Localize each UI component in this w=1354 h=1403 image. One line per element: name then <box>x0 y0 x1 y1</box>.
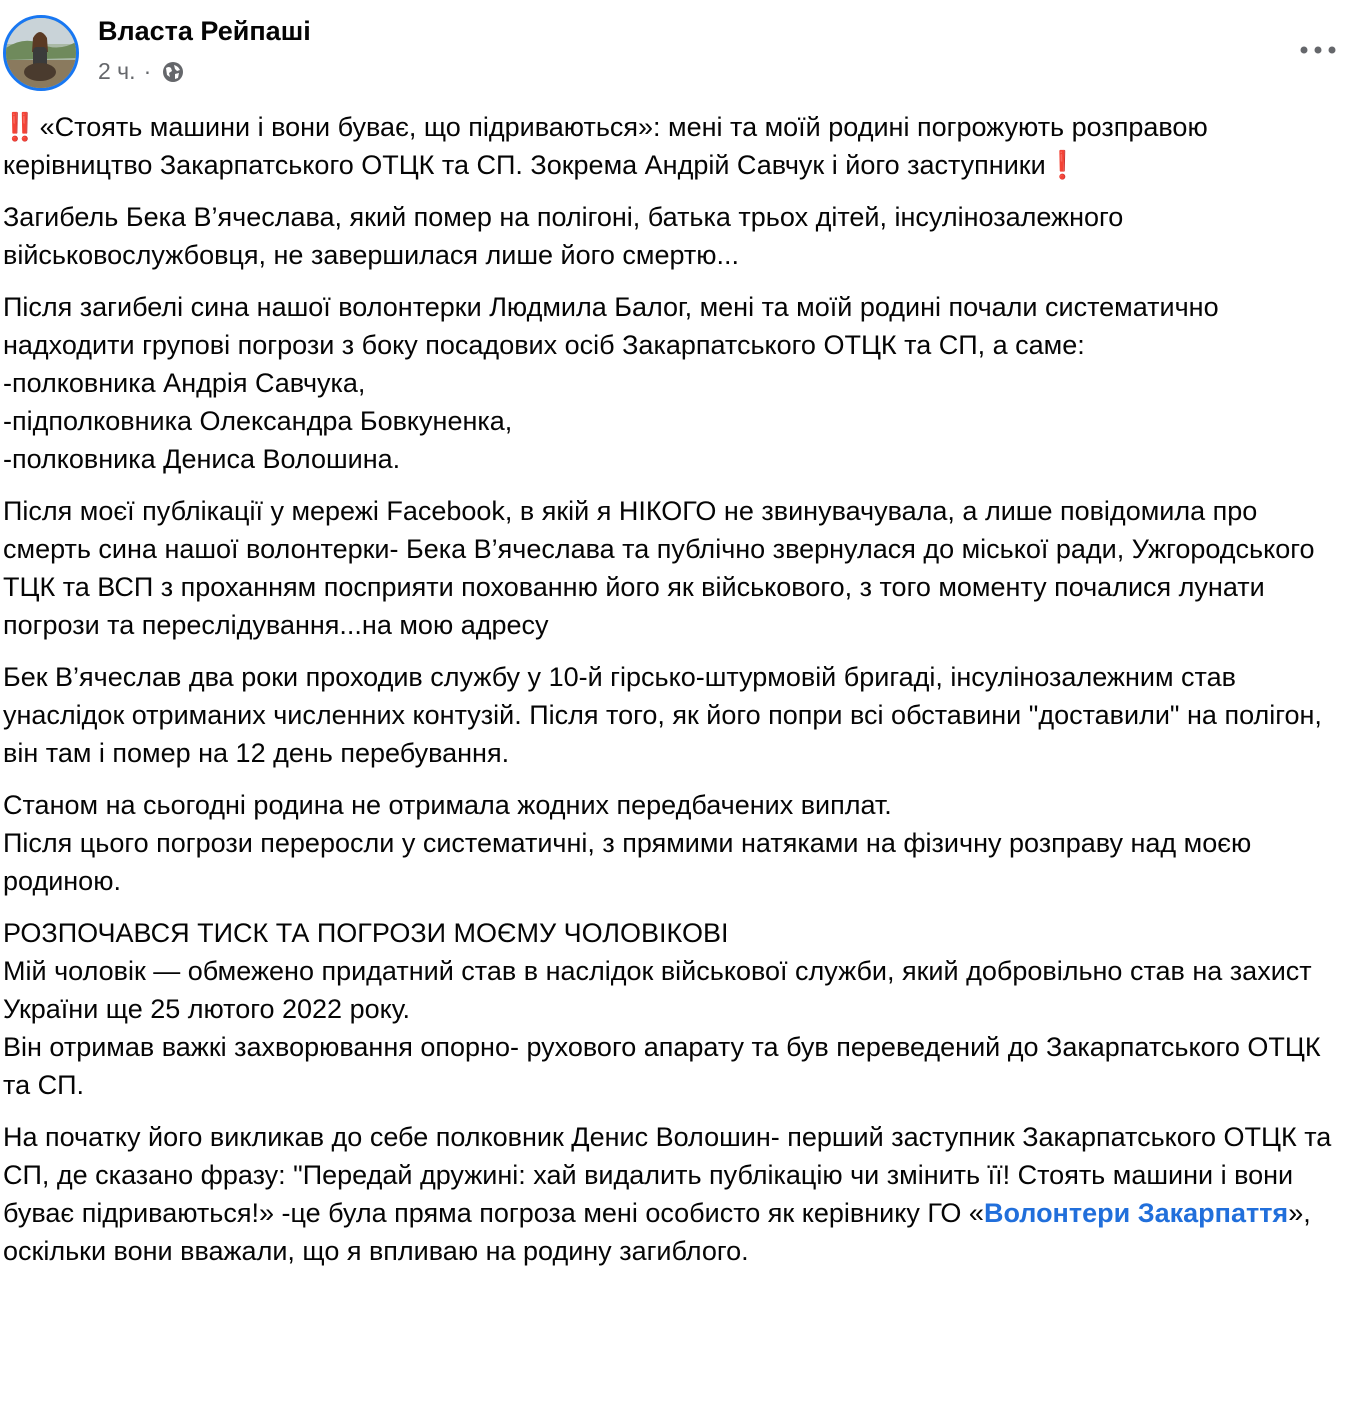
meta-separator: · <box>143 58 152 84</box>
paragraph-1-text: «Стоять машини і вони буває, що підриваються»: мені та моїй родині погрожують розправою керівництво Закарпатського ОТЦК та СП. Зокрема Андрій Савчук і його заступники <box>3 112 1208 180</box>
double-exclamation-icon: ‼️ <box>3 112 32 142</box>
author-name[interactable]: Власта Рейпаші <box>98 16 311 46</box>
author-avatar[interactable] <box>3 15 79 91</box>
globe-icon <box>161 60 185 84</box>
post-paragraph-1 <box>3 108 1348 184</box>
exclamation-icon: ❗ <box>1045 150 1080 180</box>
more-options-icon[interactable] <box>1296 32 1340 68</box>
post-paragraph-2: Загибель Бека В’ячеслава, який помер на полігоні, батька трьох дітей, інсулінозалежного військовослужбовця, не завершилася лише його смертю... <box>3 202 1124 270</box>
post-time[interactable]: 2 ч. <box>98 58 136 84</box>
post-paragraph-8 <box>3 1118 1348 1270</box>
profile-photo <box>6 18 76 88</box>
paragraph-8-text-before: На початку його викликав до себе полковник Денис Волошин- перший заступник Закарпатського ОТЦК та СП, де сказано фразу: "Передай дружині: хай видалить публікацію чи змінить її! Стоять машини і вони буває підриваються!» -це була пряма погроза мені особисто як керівнику ГО « <box>3 1122 1332 1228</box>
post-header <box>0 0 1354 100</box>
page-mention-link[interactable]: Волонтери Закарпаття <box>983 1198 1289 1228</box>
post-paragraph-3: Після загибелі сина нашої волонтерки Людмила Балог, мені та моїй родині почали систематично надходити групові погрози з боку посадових осіб Закарпатського ОТЦК та СП, а саме: -полковника Андрія Савчука, -підполковника Олександра Бовкуненка, -полковника Дениса Волошина. <box>3 292 1219 474</box>
post-body <box>3 108 1348 1284</box>
paragraph-8-text-after: », оскільки вони вважали, що я впливаю на родину загиблого. <box>3 1198 1311 1266</box>
post-paragraph-5: Бек В’ячеслав два роки проходив службу у 10-й гірсько-штурмовій бригаді, інсулінозалежним став унаслідок отриманих численних контузій. Після того, як його попри всі обставини "доставили" на полігон, він там і помер на 12 день перебування. <box>3 662 1322 768</box>
post-paragraph-6: Станом на сьогодні родина не отримала жодних передбачених виплат. Після цього погрози переросли у систематичні, з прямими натяками на фізичну розправу над моєю родиною. <box>3 790 1252 896</box>
post-paragraph-4: Після моєї публікації у мережі Facebook, в якій я НІКОГО не звинувачувала, а лише повідомила про смерть сина нашої волонтерки- Бека В’ячеслава та публічно звернулася до міської ради, Ужгородського ТЦК та ВСП з проханням посприяти похованню його як військового, з того моменту почалися лунати погрози та переслідування...на мою адресу <box>3 496 1315 640</box>
post-paragraph-7: РОЗПОЧАВСЯ ТИСК ТА ПОГРОЗИ МОЄМУ ЧОЛОВІКОВІ Мій чоловік — обмежено придатний став в наслідок військової служби, який добровільно став на захист України ще 25 лютого 2022 року. Він отримав важкі захворювання опорно- рухового апарату та був переведений до Закарпатського ОТЦК та СП. <box>3 918 1321 1100</box>
post-meta <box>98 58 185 85</box>
